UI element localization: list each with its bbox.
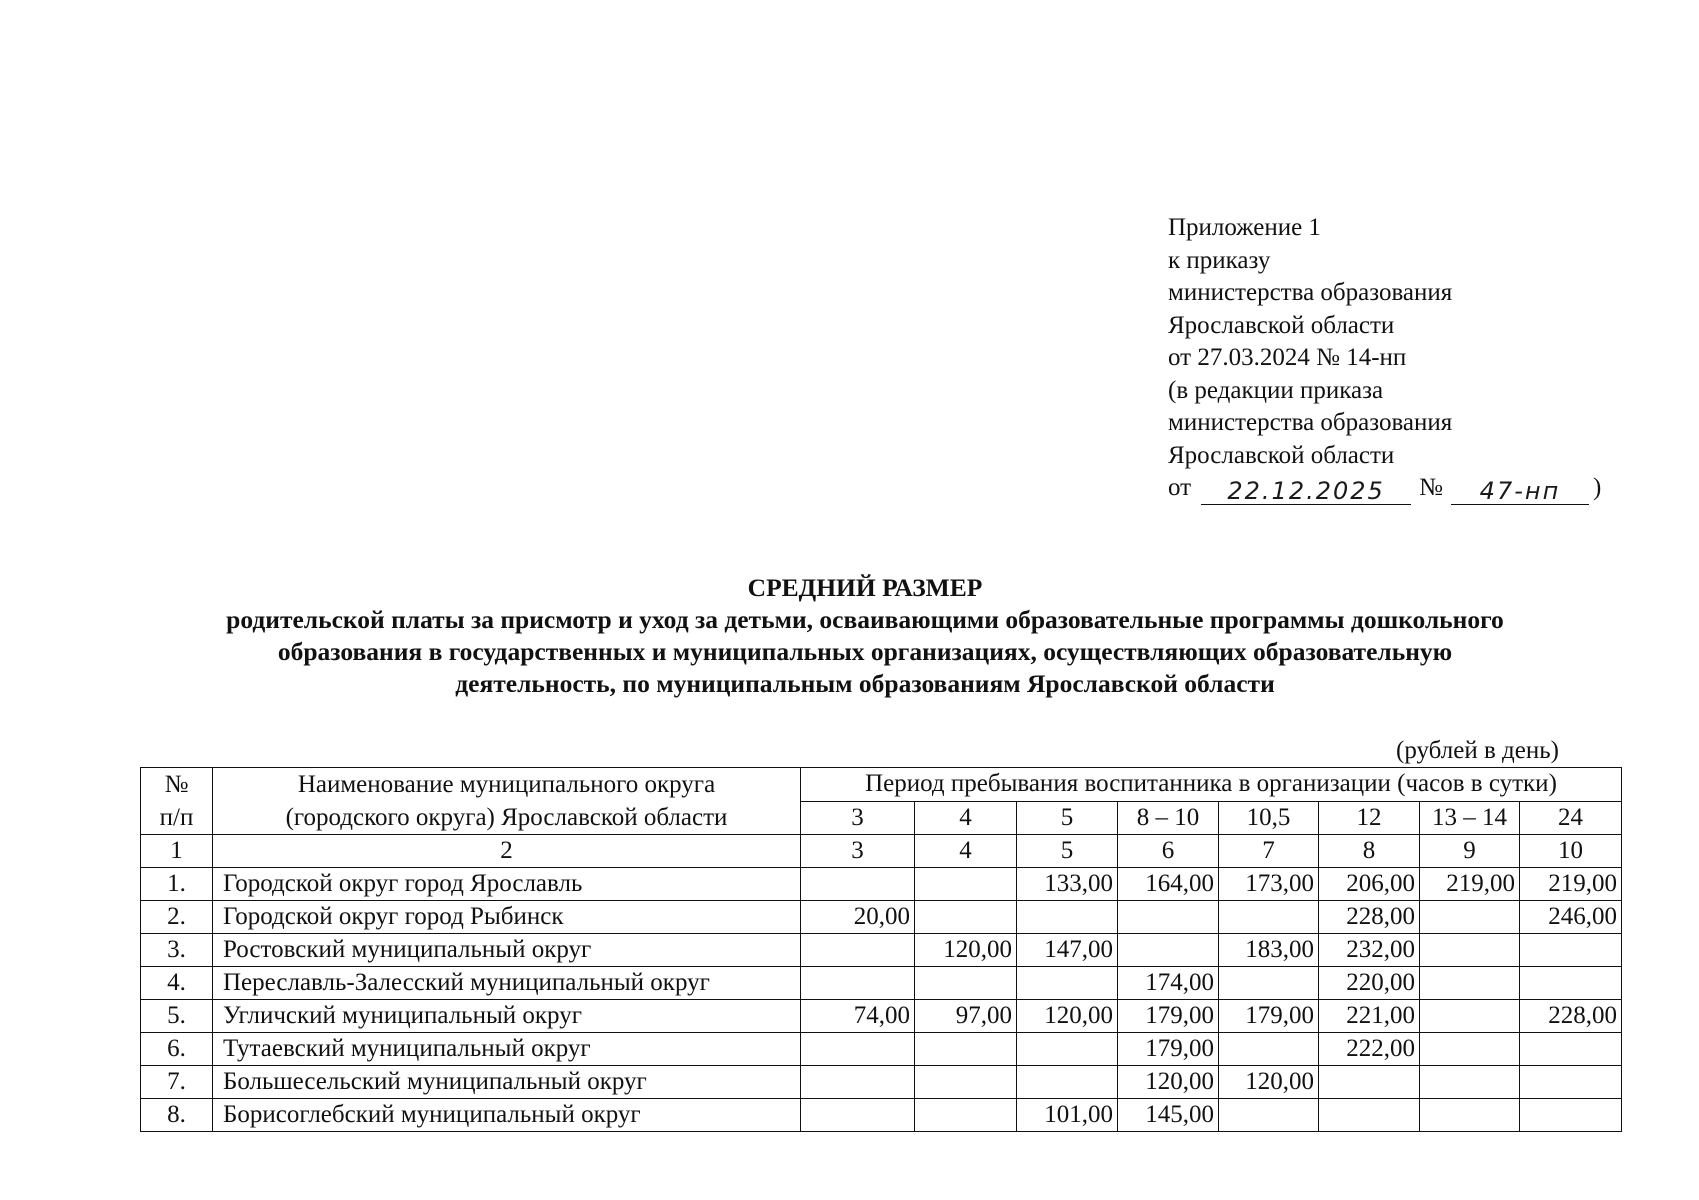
fee-value-cell — [801, 1099, 915, 1132]
fee-value-cell — [1017, 1066, 1118, 1099]
fee-value-cell: 246,00 — [1520, 901, 1622, 934]
fee-value-cell — [1219, 1033, 1319, 1066]
fee-value-cell: 164,00 — [1118, 868, 1219, 901]
fee-value-cell — [1219, 901, 1319, 934]
row-number-cell: 2. — [141, 901, 213, 934]
fee-value-cell: 145,00 — [1118, 1099, 1219, 1132]
column-number-cell: 3 — [801, 835, 915, 868]
hours-cell: 13 – 14 — [1420, 801, 1520, 835]
header-num-cell — [141, 768, 213, 835]
table-row — [141, 934, 1622, 967]
fee-value-cell — [1420, 901, 1520, 934]
appendix-line: к приказу — [1168, 246, 1271, 274]
hours-cell: 4 — [915, 801, 1017, 835]
column-number-cell: 5 — [1017, 835, 1118, 868]
fee-value-cell — [1319, 1066, 1420, 1099]
column-numbers-row — [141, 835, 1622, 868]
fee-value-cell — [1017, 967, 1118, 1000]
municipality-name-cell: Переславль-Залесский муниципальный округ — [213, 967, 801, 1000]
municipality-name-cell: Тутаевский муниципальный округ — [213, 1033, 801, 1066]
fee-value-cell — [801, 1033, 915, 1066]
fee-value-cell — [1017, 1033, 1118, 1066]
header-num-line2: п/п — [159, 804, 194, 831]
column-number-cell: 9 — [1420, 835, 1520, 868]
fee-value-cell — [801, 1066, 915, 1099]
municipality-name-cell: Ростовский муниципальный округ — [213, 934, 801, 967]
number-label: № — [1419, 474, 1443, 501]
row-number-cell: 8. — [141, 1099, 213, 1132]
appendix-block — [1168, 212, 1601, 505]
fee-value-cell: 179,00 — [1219, 1000, 1319, 1033]
header-name-cell — [213, 768, 801, 835]
fee-value-cell — [1118, 934, 1219, 967]
hours-cell: 10,5 — [1219, 801, 1319, 835]
appendix-line: (в редакции приказа — [1168, 376, 1384, 404]
municipality-name-cell: Большесельский муниципальный округ — [213, 1066, 801, 1099]
column-number-cell: 2 — [213, 835, 801, 868]
document-title — [0, 572, 1699, 700]
fee-value-cell — [1319, 1099, 1420, 1132]
title-main: СРЕДНИЙ РАЗМЕР — [747, 573, 983, 602]
title-subtitle-line: деятельность, по муниципальным образованиям Ярославской области — [455, 669, 1275, 698]
fee-value-cell: 20,00 — [801, 901, 915, 934]
fee-value-cell: 74,00 — [801, 1000, 915, 1033]
row-number-cell: 3. — [141, 934, 213, 967]
table-row — [141, 1066, 1622, 1099]
fee-value-cell — [1420, 1066, 1520, 1099]
appendix-line: министерства образования — [1168, 409, 1453, 436]
row-number-cell: 6. — [141, 1033, 213, 1066]
from-label: от — [1168, 474, 1192, 501]
fee-value-cell: 179,00 — [1118, 1000, 1219, 1033]
column-number-cell: 6 — [1118, 835, 1219, 868]
title-subtitle-line: родительской платы за присмотр и уход за детьми, осваивающими образовательные программы дошкольного — [226, 605, 1504, 634]
header-name-line1: Наименование муниципального округа — [297, 771, 716, 798]
fee-value-cell — [1520, 1099, 1622, 1132]
fee-value-cell: 101,00 — [1017, 1099, 1118, 1132]
hours-cell: 3 — [801, 801, 915, 835]
fee-value-cell — [1219, 1099, 1319, 1132]
units-note: (рублей в день) — [1396, 737, 1559, 764]
header-name-line2: (городского округа) Ярославской области — [285, 804, 728, 831]
fee-value-cell — [915, 1099, 1017, 1132]
fee-value-cell — [915, 967, 1017, 1000]
fee-value-cell: 228,00 — [1520, 1000, 1622, 1033]
handwritten-number: 47-нп — [1451, 478, 1589, 505]
fee-value-cell: 219,00 — [1420, 868, 1520, 901]
row-number-cell: 7. — [141, 1066, 213, 1099]
column-number-cell: 7 — [1219, 835, 1319, 868]
table-row — [141, 1033, 1622, 1066]
column-number-cell: 1 — [141, 835, 213, 868]
fee-value-cell — [1420, 967, 1520, 1000]
fee-value-cell — [1520, 1033, 1622, 1066]
municipality-name-cell: Городской округ город Ярославль — [213, 868, 801, 901]
fee-value-cell — [801, 868, 915, 901]
fee-value-cell — [1420, 934, 1520, 967]
table-row — [141, 1000, 1622, 1033]
appendix-line: министерства образования — [1168, 279, 1453, 306]
fee-value-cell — [1420, 1099, 1520, 1132]
fee-value-cell: 232,00 — [1319, 934, 1420, 967]
row-number-cell: 1. — [141, 868, 213, 901]
table-row — [141, 901, 1622, 934]
municipality-name-cell: Городской округ город Рыбинск — [213, 901, 801, 934]
fee-value-cell: 147,00 — [1017, 934, 1118, 967]
fee-value-cell — [1017, 901, 1118, 934]
fee-value-cell: 179,00 — [1118, 1033, 1219, 1066]
handwritten-date: 22.12.2025 — [1201, 478, 1411, 505]
fee-value-cell: 97,00 — [915, 1000, 1017, 1033]
closing-paren: ) — [1592, 474, 1602, 501]
municipality-name-cell: Борисоглебский муниципальный округ — [213, 1099, 801, 1132]
table-row — [141, 868, 1622, 901]
column-number-cell: 10 — [1520, 835, 1622, 868]
hours-cell: 8 – 10 — [1118, 801, 1219, 835]
fee-value-cell: 120,00 — [915, 934, 1017, 967]
fee-value-cell: 228,00 — [1319, 901, 1420, 934]
fee-value-cell: 183,00 — [1219, 934, 1319, 967]
fee-value-cell: 120,00 — [1118, 1066, 1219, 1099]
title-subtitle-line: образования в государственных и муниципальных организациях, осуществляющих образовательную — [277, 637, 1453, 666]
fee-value-cell — [1420, 1033, 1520, 1066]
row-number-cell: 4. — [141, 967, 213, 1000]
fee-value-cell — [1219, 967, 1319, 1000]
appendix-line: Ярославской области — [1168, 441, 1395, 469]
fee-value-cell — [915, 868, 1017, 901]
table-row — [141, 967, 1622, 1000]
fee-value-cell: 173,00 — [1219, 868, 1319, 901]
fee-value-cell — [1520, 934, 1622, 967]
fee-value-cell — [801, 934, 915, 967]
table-row — [141, 1099, 1622, 1132]
appendix-line: Ярославской области — [1168, 311, 1395, 339]
appendix-line: от 27.03.2024 № 14-нп — [1168, 344, 1407, 371]
fee-value-cell: 222,00 — [1319, 1033, 1420, 1066]
appendix-line: Приложение 1 — [1168, 214, 1321, 241]
table-header-row — [141, 768, 1622, 802]
fee-value-cell: 133,00 — [1017, 868, 1118, 901]
fees-table — [140, 767, 1622, 1132]
hours-cell: 24 — [1520, 801, 1622, 835]
fee-value-cell: 120,00 — [1017, 1000, 1118, 1033]
fee-value-cell — [1118, 901, 1219, 934]
amendment-date-line — [1168, 472, 1601, 505]
hours-cell: 12 — [1319, 801, 1420, 835]
hours-cell: 5 — [1017, 801, 1118, 835]
fee-value-cell — [915, 901, 1017, 934]
row-number-cell: 5. — [141, 1000, 213, 1033]
fee-value-cell: 220,00 — [1319, 967, 1420, 1000]
fee-value-cell — [915, 1066, 1017, 1099]
fee-value-cell — [1520, 1066, 1622, 1099]
fee-value-cell: 174,00 — [1118, 967, 1219, 1000]
column-number-cell: 4 — [915, 835, 1017, 868]
fee-value-cell: 120,00 — [1219, 1066, 1319, 1099]
table-body — [141, 868, 1622, 1132]
fee-value-cell: 219,00 — [1520, 868, 1622, 901]
column-number-cell: 8 — [1319, 835, 1420, 868]
fee-value-cell: 206,00 — [1319, 868, 1420, 901]
municipality-name-cell: Угличский муниципальный округ — [213, 1000, 801, 1033]
fee-value-cell: 221,00 — [1319, 1000, 1420, 1033]
header-period-cell: Период пребывания воспитанника в организации (часов в сутки) — [801, 768, 1622, 802]
header-num-line1: № — [164, 771, 189, 798]
fee-value-cell — [1420, 1000, 1520, 1033]
fee-value-cell — [1520, 967, 1622, 1000]
fee-value-cell — [801, 967, 915, 1000]
fee-value-cell — [915, 1033, 1017, 1066]
